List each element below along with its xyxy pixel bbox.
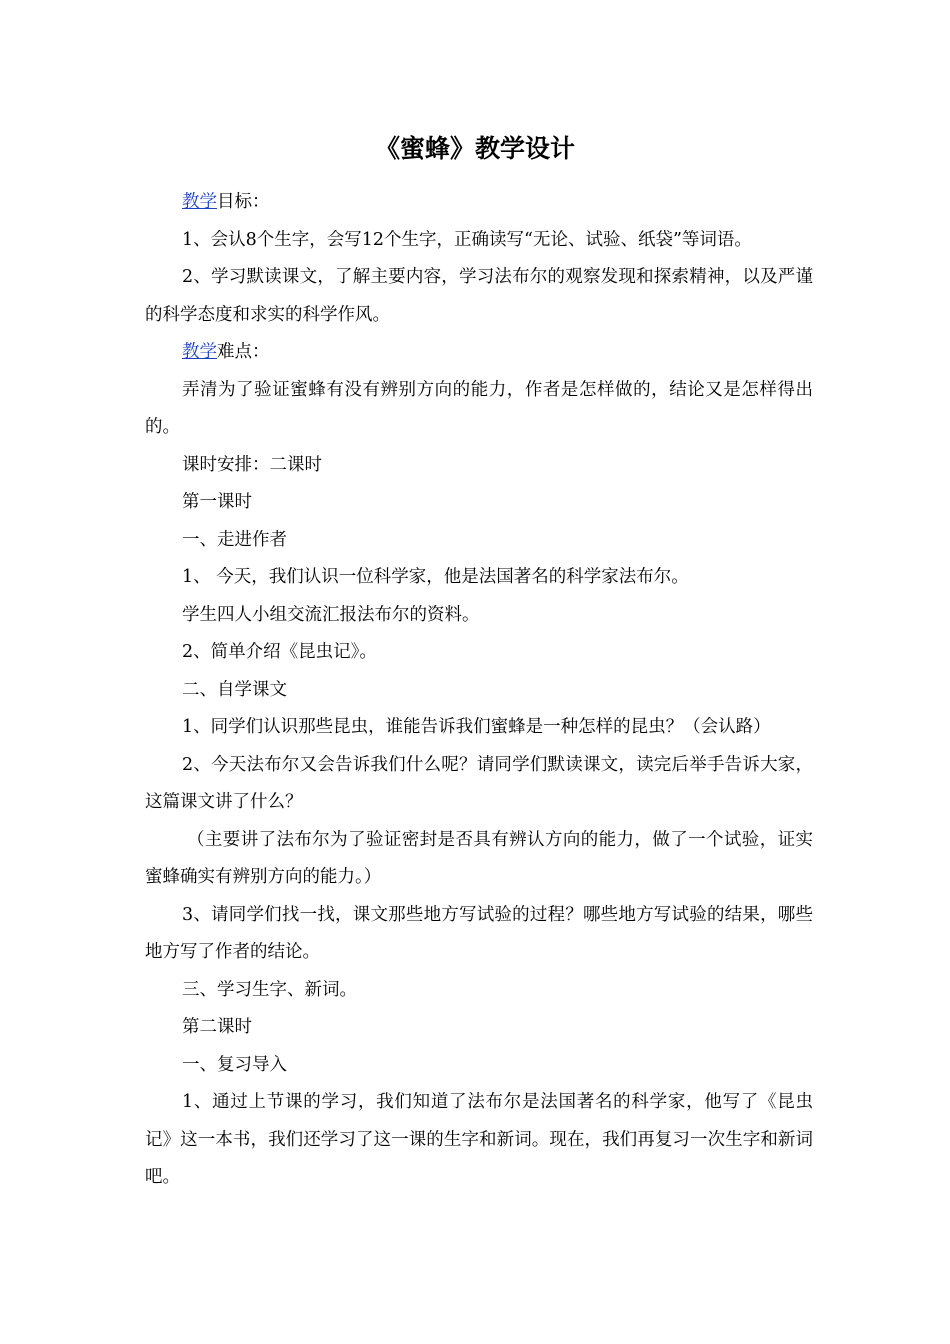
teaching-link[interactable]: 教学 <box>182 192 217 212</box>
list-item: 2、简单介绍《昆虫记》。 <box>182 642 377 662</box>
list-item: （主要讲了法布尔为了验证密封是否具有辨认方向的能力，做了一个试验，证实蜜蜂确实有辨别方向的能力。） <box>145 829 813 887</box>
list-item: 3、请同学们找一找，课文那些地方写试验的过程？哪些地方写试验的结果，哪些地方写了作者的结论。 <box>145 904 813 962</box>
section-heading: 一、复习导入 <box>182 1054 287 1075</box>
goal-item-1: 1、会认8个生字，会写12个生字，正确读写“无论、试验、纸袋”等词语。 <box>182 229 752 250</box>
document-body <box>145 184 813 1197</box>
list-item: 2、今天法布尔又会告诉我们什么呢？请同学们默读课文，读完后举手告诉大家，这篇课文讲了什么？ <box>145 754 813 812</box>
lesson-2-heading: 第二课时 <box>182 1017 252 1037</box>
section-heading: 三、学习生字、新词。 <box>182 979 357 1000</box>
list-item: 学生四人小组交流汇报法布尔的资料。 <box>182 604 480 625</box>
goal-item-2: 2、学习默读课文，了解主要内容，学习法布尔的观察发现和探索精神，以及严谨的科学态度和求实的科学作风。 <box>145 267 813 325</box>
list-item: 1、同学们认识那些昆虫，谁能告诉我们蜜蜂是一种怎样的昆虫？（会认路） <box>182 717 771 737</box>
list-item: 1、通过上节课的学习，我们知道了法布尔是法国著名的科学家，他写了《昆虫记》这一本书，我们还学习了这一课的生字和新词。现在，我们再复习一次生字和新词吧。 <box>145 1092 813 1187</box>
teaching-link[interactable]: 教学 <box>182 342 217 362</box>
difficulty-heading <box>145 334 813 372</box>
list-item: 1、 今天，我们认识一位科学家，他是法国著名的科学家法布尔。 <box>182 567 689 587</box>
section-heading: 一、走进作者 <box>182 529 287 550</box>
document-title: 《蜜蜂》教学设计 <box>374 134 575 163</box>
schedule: 课时安排：二课时 <box>182 454 322 475</box>
lesson-1-heading: 第一课时 <box>182 492 252 512</box>
difficulty-heading-text: 难点： <box>217 342 270 362</box>
goal-heading-text: 目标： <box>217 192 270 212</box>
section-heading: 二、自学课文 <box>182 679 287 700</box>
difficulty-text: 弄清为了验证蜜蜂有没有辨别方向的能力，作者是怎样做的，结论又是怎样得出的。 <box>145 379 813 437</box>
goal-heading <box>145 184 813 222</box>
